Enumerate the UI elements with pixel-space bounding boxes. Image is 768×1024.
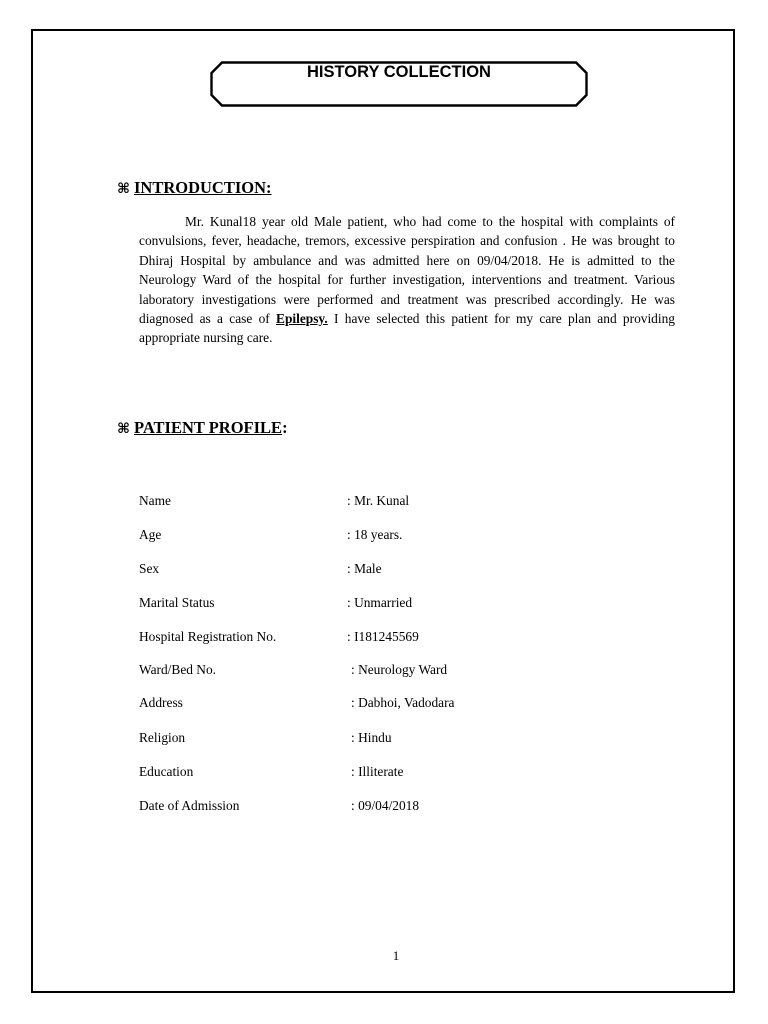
profile-value: : 18 years. xyxy=(347,527,403,542)
profile-label: Age xyxy=(139,527,162,542)
profile-label: Address xyxy=(139,695,183,710)
profile-value: : Illiterate xyxy=(351,764,404,779)
profile-value: : Male xyxy=(347,561,382,576)
introduction-closing-text: I have selected this patient for my care plan and providing appropriate nursing care. xyxy=(139,311,675,346)
patient-profile-heading-text: PATIENT PROFILE xyxy=(134,418,283,437)
profile-value: : Unmarried xyxy=(347,595,413,610)
profile-row-religion xyxy=(139,730,659,750)
profile-label: Education xyxy=(139,764,194,779)
profile-label: Date of Admission xyxy=(139,798,240,813)
profile-label: Hospital Registration No. xyxy=(139,629,277,644)
profile-value: : Hindu xyxy=(351,730,392,745)
profile-value: : 09/04/2018 xyxy=(351,798,420,813)
profile-label: Ward/Bed No. xyxy=(139,662,217,677)
profile-value: : Neurology Ward xyxy=(351,662,448,677)
profile-label: Marital Status xyxy=(139,595,215,610)
introduction-heading xyxy=(117,178,272,198)
profile-value: : Mr. Kunal xyxy=(347,493,410,508)
introduction-text: Mr. Kunal18 year old Male patient, who had come to the hospital with complaints of convulsions, fever, headache, tremors, excessive perspiration and confusion . He was brought to Dhiraj Hospital by ambulance and was admitted here on 09/04/2018. He is admitted to the Neurology Ward of the hospital for further investigation, interventions and treatment. Various laboratory investigations were performed and treatment was prescribed accordingly. He was diagnosed as a case of xyxy=(139,214,675,327)
diagnosis-text: Epilepsy. xyxy=(276,311,328,327)
profile-row-registration-no xyxy=(139,629,659,649)
document-title: HISTORY COLLECTION xyxy=(307,63,491,81)
patient-profile-heading xyxy=(117,418,288,438)
command-symbol-icon: ⌘ xyxy=(117,421,130,437)
patient-profile-heading-suffix: : xyxy=(282,418,288,437)
profile-row-ward-bed xyxy=(139,662,659,682)
profile-label: Religion xyxy=(139,730,186,745)
introduction-paragraph xyxy=(139,212,675,348)
command-symbol-icon: ⌘ xyxy=(117,181,130,197)
profile-value: : Dabhoi, Vadodara xyxy=(351,695,455,710)
profile-row-age xyxy=(139,527,659,547)
profile-value: : I181245569 xyxy=(347,629,419,644)
profile-row-address xyxy=(139,695,659,715)
profile-row-marital-status xyxy=(139,595,659,615)
profile-label: Sex xyxy=(139,561,160,576)
profile-row-education xyxy=(139,764,659,784)
profile-row-sex xyxy=(139,561,659,581)
profile-label: Name xyxy=(139,493,171,508)
profile-row-date-of-admission xyxy=(139,798,659,818)
profile-row-name xyxy=(139,493,659,513)
introduction-heading-text: INTRODUCTION: xyxy=(134,178,272,197)
page-number: 1 xyxy=(392,948,400,963)
title-box xyxy=(210,61,588,107)
